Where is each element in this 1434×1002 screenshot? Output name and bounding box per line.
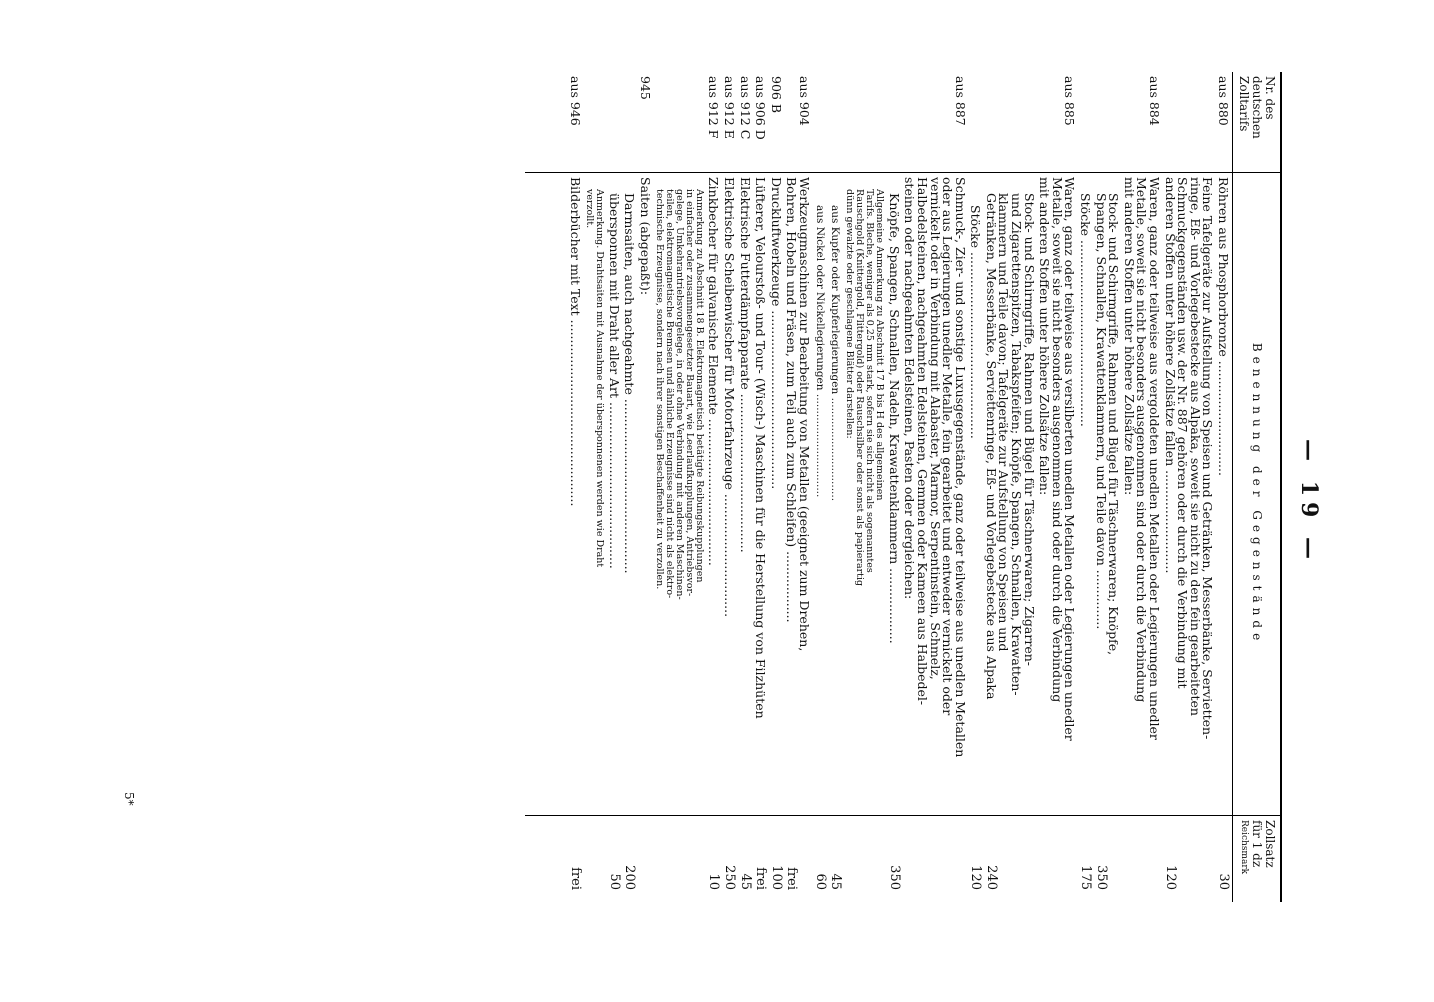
table-row bbox=[754, 72, 770, 902]
description-line: Röhren aus Phosphorbronze ............................. bbox=[1216, 177, 1231, 476]
tariff-number bbox=[813, 72, 829, 173]
duty-rate: frei bbox=[753, 867, 769, 890]
description-line: Elektrische Futterdämpfapparate ........................................ bbox=[737, 177, 753, 553]
description-line: in einfacher oder zusammengesetzter Bauart, wie Leerlaufkupplungen, Antriebsvor- bbox=[683, 189, 695, 597]
item-description bbox=[607, 173, 623, 816]
table-row bbox=[984, 72, 1037, 902]
table-row bbox=[607, 72, 623, 902]
tariff-number: aus 906 D bbox=[754, 72, 770, 173]
description-line: verzollt. bbox=[584, 189, 596, 229]
description-line: steinen oder nachgeahmten Edelsteinen, Pasten oder dergleichen: bbox=[902, 177, 918, 600]
tariff-number: 945 bbox=[638, 72, 654, 173]
table-row bbox=[568, 72, 584, 902]
description-line: teilen, elektromagnetische Bremsen und ähnliche Erzeugnisse sind nicht als elektro- bbox=[663, 189, 675, 599]
duty-rate bbox=[584, 816, 607, 903]
duty-rate: 30 bbox=[1216, 873, 1231, 890]
item-description bbox=[722, 173, 738, 816]
table-row bbox=[769, 72, 785, 902]
header-nr-line: Zolltarifs bbox=[1237, 76, 1251, 132]
description-line: Allgemeine Anmerkung zu Abschnitt 17 B bis H des allgemeinen bbox=[874, 189, 886, 501]
item-description bbox=[1122, 173, 1163, 816]
header-description: Benennung der Gegenstände bbox=[1233, 173, 1282, 816]
duty-rate bbox=[1122, 816, 1163, 903]
description-line: mit anderen Stoffen unter höhere Zollsätze fallen: bbox=[1037, 177, 1053, 496]
description-line: Halbedelsteinen, nachgeahmten Edelsteinen, Gemmen oder Kameen aus Halbedel- bbox=[914, 177, 930, 706]
description-line: Druckluftwerkzeuge ............................................. bbox=[768, 177, 784, 490]
spacer-cell bbox=[525, 173, 568, 816]
tariff-number bbox=[829, 72, 845, 173]
duty-rate: 200 bbox=[622, 865, 638, 890]
duty-rate: 240 bbox=[983, 865, 999, 890]
page-number: — 19 — bbox=[1296, 439, 1322, 565]
item-description bbox=[568, 173, 584, 816]
description-line: Stöcke ............................................... bbox=[968, 205, 984, 439]
item-description bbox=[707, 173, 723, 816]
tariff-number: aus 912 E bbox=[722, 72, 738, 173]
description-line: Metalle, soweit sie nicht besonders ausgenommen sind oder durch die Verbindung bbox=[1134, 177, 1150, 703]
tariff-number: aus 887 bbox=[903, 72, 969, 173]
description-line: Zinkbecher für galvanische Elemente ..................................... bbox=[706, 177, 722, 566]
table-row bbox=[813, 72, 829, 902]
tariff-number bbox=[844, 72, 887, 173]
duty-rate: frei bbox=[784, 867, 800, 890]
item-description bbox=[623, 173, 639, 816]
header-rate-line: Zollsatz bbox=[1263, 820, 1277, 868]
tariff-number bbox=[984, 72, 1037, 173]
item-description bbox=[1038, 173, 1079, 816]
description-line: Bohren, Hobeln und Fräsen, zum Teil auch zum Schleifen) .................. bbox=[784, 177, 800, 623]
item-description bbox=[1216, 173, 1232, 816]
tariff-number: aus 884 bbox=[1122, 72, 1163, 173]
table-row bbox=[785, 72, 813, 902]
tariff-number: aus 885 bbox=[1038, 72, 1079, 173]
duty-rate: 50 bbox=[606, 873, 622, 890]
description-line: aus Nickel oder Nickellegierungen ............................... bbox=[813, 205, 826, 498]
header-nr bbox=[1233, 72, 1282, 173]
item-description bbox=[584, 173, 607, 816]
table-row bbox=[829, 72, 845, 902]
item-description bbox=[829, 173, 845, 816]
table-row bbox=[1078, 72, 1094, 902]
description-line: Bilderbücher mit Text ............................................... bbox=[568, 177, 584, 507]
tariff-number bbox=[887, 72, 903, 173]
description-line: Stöcke ............................................... bbox=[1078, 193, 1094, 427]
description-line: Rauschgold (Knittergold, Flittergold) oder Rauschsilber oder sonst als papierartig bbox=[854, 189, 866, 587]
description-line: anderen Stoffen unter höhere Zollsätze fallen .......................... bbox=[1162, 177, 1178, 574]
table-row bbox=[1216, 72, 1232, 902]
description-line: Schmuck-, Zier- und sonstige Luxusgegenstände, ganz oder teilweise aus unedlen Metallen bbox=[952, 177, 968, 758]
duty-rate: 60 bbox=[812, 873, 828, 890]
table-row bbox=[1122, 72, 1163, 902]
table-row bbox=[844, 72, 887, 902]
item-description bbox=[903, 173, 969, 816]
duty-rate: 350 bbox=[886, 865, 902, 890]
description-line: Waren, ganz oder teilweise aus vergoldeten unedlen Metallen oder Legierungen unedler bbox=[1147, 177, 1163, 740]
item-description bbox=[738, 173, 754, 816]
table-row bbox=[903, 72, 969, 902]
tariff-number bbox=[1078, 72, 1094, 173]
description-line: Getränken, Messerbänke, Serviettenringe, Eß- und Vorlegebestecke aus Alpaka bbox=[983, 193, 999, 700]
duty-rate: frei bbox=[568, 867, 584, 890]
tariff-number bbox=[584, 72, 607, 173]
description-line: dünn gewalzte oder geschlagene Blätter darstellen: bbox=[844, 189, 856, 439]
description-line: Lüfterer, Velourstoß- und Tour- (Wisch-) Maschinen für die Herstellung von Filzhüten bbox=[753, 177, 769, 719]
header-rate-unit: Reichsmark bbox=[1239, 820, 1249, 875]
tariff-number: aus 912 F bbox=[707, 72, 723, 173]
header-nr-line: deutschen bbox=[1250, 76, 1264, 139]
table-end bbox=[525, 72, 568, 902]
item-description bbox=[887, 173, 903, 816]
item-description bbox=[844, 173, 887, 816]
table-row bbox=[654, 72, 707, 902]
tariff-number: aus 904 bbox=[785, 72, 813, 173]
description-line: technische Erzeugnisse, sondern nach ihrer sonstigen Beschaffenheit zu verzollen. bbox=[653, 189, 665, 590]
tariff-rows bbox=[525, 72, 1232, 902]
description-line: Anmerkung. Drahtsaiten mit Ausnahme der übersponnenen werden wie Draht bbox=[594, 189, 606, 568]
description-line: oder aus Legierungen unedler Metalle, fein gearbeitet und entweder vernickelt oder bbox=[940, 177, 956, 716]
tariff-number bbox=[969, 72, 985, 173]
item-description bbox=[1163, 173, 1216, 816]
tariff-number bbox=[623, 72, 639, 173]
item-description bbox=[969, 173, 985, 816]
description-line: mit anderen Stoffen unter höhere Zollsätze fallen: bbox=[1121, 177, 1137, 496]
item-description bbox=[1094, 173, 1122, 816]
duty-rate bbox=[1038, 816, 1079, 903]
description-line: ringe, Eß- und Vorlegebestecke aus Alpaka, soweit sie nicht zu den fein gearbeiteten bbox=[1187, 177, 1203, 716]
header-rate-line: für 1 dz bbox=[1250, 820, 1264, 868]
description-line: Tarifs. Bleche, weniger als 0,25 mm stark, sofern sie sich nicht als sogenanntes bbox=[864, 189, 876, 573]
tariff-number: aus 946 bbox=[568, 72, 584, 173]
table-row bbox=[887, 72, 903, 902]
table-row bbox=[969, 72, 985, 902]
description-line: aus Kupfer oder Kupferlegierungen ............................... bbox=[829, 205, 842, 502]
description-line: Knöpfe, Spangen, Schnallen, Nadeln, Krawattenklammern ................... bbox=[886, 193, 902, 644]
item-description bbox=[984, 173, 1037, 816]
table-row bbox=[738, 72, 754, 902]
item-description bbox=[785, 173, 813, 816]
duty-rate: 175 bbox=[1078, 865, 1094, 890]
table-header bbox=[1233, 72, 1282, 902]
page-mark: 5* bbox=[122, 792, 136, 806]
tariff-number bbox=[654, 72, 707, 173]
description-line: Waren, ganz oder teilweise aus versilberten unedlen Metallen oder Legierungen unedler bbox=[1062, 177, 1078, 741]
description-line: Feine Tafelgeräte zur Aufstellung von Speisen und Getränken, Messerbänke, Servietten- bbox=[1200, 177, 1216, 740]
duty-rate bbox=[844, 816, 887, 903]
duty-rate bbox=[654, 816, 707, 903]
tariff-number bbox=[1163, 72, 1216, 173]
duty-rate: 45 bbox=[737, 873, 753, 890]
table-row bbox=[1038, 72, 1079, 902]
header-nr-line: Nr. des bbox=[1263, 76, 1277, 120]
table-row bbox=[638, 72, 654, 902]
tariff-number: 906 B bbox=[769, 72, 785, 173]
item-description bbox=[1078, 173, 1094, 816]
duty-rate: 10 bbox=[706, 873, 722, 890]
item-description bbox=[769, 173, 785, 816]
spacer-cell bbox=[525, 72, 568, 173]
duty-rate: 250 bbox=[722, 865, 737, 890]
description-line: Schmuckgegenständen usw. der Nr. 887 gehören oder durch die Verbindung mit bbox=[1175, 177, 1191, 689]
description-line: gelege, Umkehrantriebsvorgelege, in oder ohne Verbindung mit anderen Maschinen- bbox=[673, 189, 685, 600]
table-row bbox=[722, 72, 738, 902]
description-line: Stock- und Schirmgriffe, Rahmen und Bügel für Täschnerwaren; Zigarren- bbox=[1021, 193, 1037, 667]
header-rate bbox=[1233, 816, 1282, 903]
table-row bbox=[707, 72, 723, 902]
description-line: und Zigarettenspitzen, Tabakspfeifen; Knöpfe, Spangen, Schnallen, Krawatten- bbox=[1009, 193, 1025, 696]
duty-rate: 100 bbox=[768, 865, 784, 890]
description-line: Elektrische Scheibenwischer für Motorfahrzeuge ............................... bbox=[722, 177, 737, 618]
duty-rate bbox=[638, 816, 654, 903]
spacer-cell bbox=[525, 816, 568, 903]
tariff-number: aus 912 C bbox=[738, 72, 754, 173]
table-row bbox=[584, 72, 607, 902]
item-description bbox=[754, 173, 770, 816]
table-row bbox=[623, 72, 639, 902]
item-description bbox=[638, 173, 654, 816]
description-line: Spangen, Schnallen, Krawattenklammern, und Teile davon ............... bbox=[1093, 193, 1109, 630]
description-line: Anmerkung zu Abschnitt 18 B. Elektromagnetisch betätigte Reibungskupplungen bbox=[693, 189, 705, 583]
duty-rate: 120 bbox=[1162, 865, 1178, 890]
description-line: Darmsaiten, auch nachgeahmte ............................................ bbox=[622, 193, 638, 574]
item-description bbox=[654, 173, 707, 816]
description-line: Metalle, soweit sie nicht besonders ausgenommen sind oder durch die Verbindung bbox=[1049, 177, 1065, 703]
description-line: Stock- und Schirmgriffe, Rahmen und Bügel für Täschnerwaren; Knöpfe, bbox=[1106, 193, 1122, 656]
description-line: Werkzeugmaschinen zur Bearbeitung von Metallen (geeignet zum Drehen, bbox=[796, 177, 812, 652]
tariff-table bbox=[525, 72, 1282, 902]
duty-rate bbox=[903, 816, 969, 903]
description-line: übersponnen mit Draht aller Art .......................................... bbox=[606, 193, 622, 569]
description-line: vernickelt oder in Verbindung mit Alabaster, Marmor, Serpentinstein, Schmelz, bbox=[927, 177, 943, 680]
duty-rate: 120 bbox=[968, 865, 984, 890]
rotated-page bbox=[0, 2, 1432, 1002]
duty-rate: 350 bbox=[1093, 865, 1109, 890]
description-line: Saiten (abgepaßt): bbox=[637, 177, 653, 296]
description-line: klammern und Teile davon; Tafelgeräte zur Aufstellung von Speisen und bbox=[996, 193, 1012, 652]
duty-rate: 45 bbox=[828, 873, 844, 890]
tariff-number: aus 880 bbox=[1216, 72, 1232, 173]
table-row bbox=[1094, 72, 1122, 902]
tariff-number bbox=[607, 72, 623, 173]
table-row bbox=[1163, 72, 1216, 902]
item-description bbox=[813, 173, 829, 816]
tariff-number bbox=[1094, 72, 1122, 173]
